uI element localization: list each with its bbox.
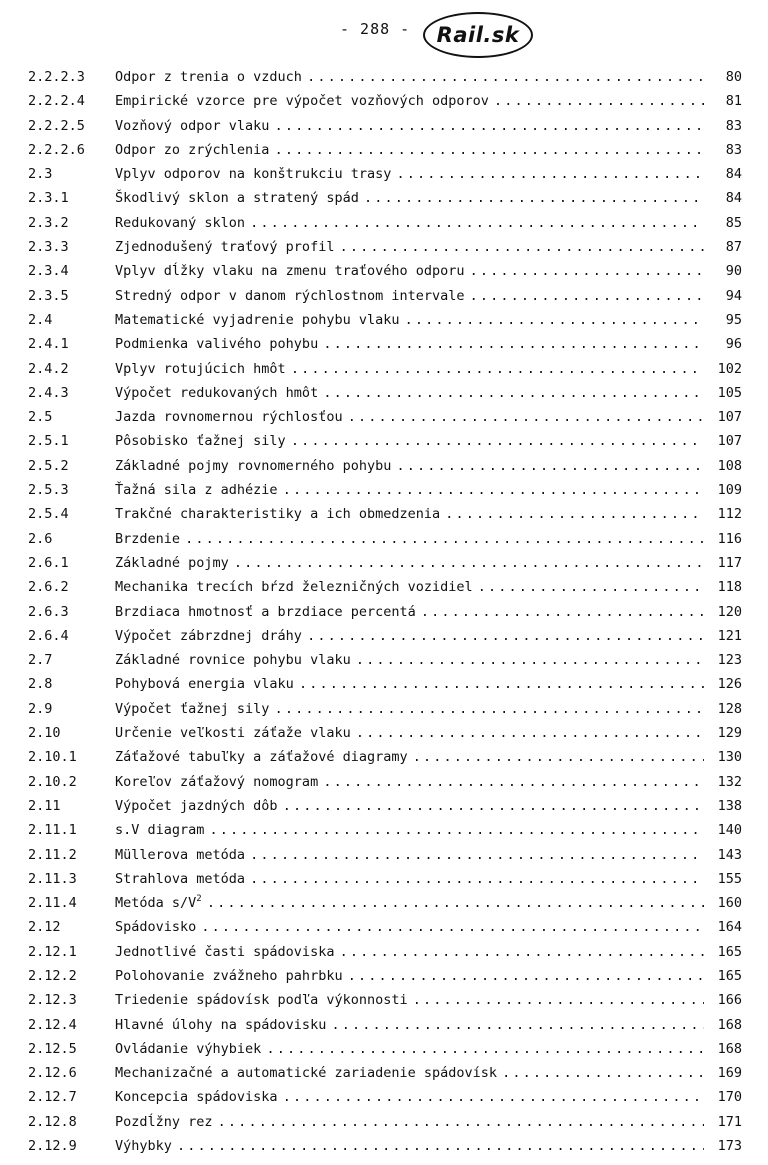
- section-number: 2.12.8: [28, 1113, 77, 1130]
- toc-entry: [0, 794, 768, 818]
- section-title: Výpočet ťažnej sily: [115, 700, 270, 717]
- toc-entry: [0, 575, 768, 599]
- section-number: 2.12.1: [28, 943, 77, 960]
- section-title: Pôsobisko ťažnej sily: [115, 433, 286, 450]
- section-title-with-leader: [115, 381, 704, 405]
- page-ref: 83: [725, 117, 742, 134]
- toc-entry: [0, 89, 768, 113]
- section-number: 2.4.2: [28, 360, 69, 377]
- section-number: 2.11.4: [28, 895, 77, 912]
- section-title: Koncepcia spádoviska: [115, 1089, 278, 1106]
- section-title: Strahlova metóda: [115, 870, 246, 887]
- toc-entry: [0, 381, 768, 405]
- section-number: 2.10.2: [28, 773, 77, 790]
- page-ref: 95: [725, 311, 742, 328]
- section-number: 2.6.2: [28, 579, 69, 596]
- page-ref: 90: [725, 263, 742, 280]
- toc-entry: [0, 186, 768, 210]
- page-ref: 120: [717, 603, 742, 620]
- section-title-with-leader: [115, 502, 704, 526]
- section-title: Mechanika trecích bŕzd železničných vozidiel: [115, 579, 473, 596]
- section-title-with-leader: [115, 1061, 704, 1085]
- toc-entry: [0, 600, 768, 624]
- page-number: - 288 -: [340, 20, 411, 38]
- toc-entry: [0, 940, 768, 964]
- section-number: 2.3.4: [28, 263, 69, 280]
- toc-entry: [0, 551, 768, 575]
- section-title-with-leader: [115, 964, 704, 988]
- page-ref: 118: [717, 579, 742, 596]
- page-ref: 126: [717, 676, 742, 693]
- section-number: 2.2.2.4: [28, 93, 85, 110]
- section-title: Trakčné charakteristiky a ich obmedzenia: [115, 506, 441, 523]
- page-ref: 155: [717, 870, 742, 887]
- section-title-with-leader: [115, 478, 704, 502]
- page-header: [0, 8, 768, 60]
- page-ref: 84: [725, 190, 742, 207]
- page-ref: 85: [725, 214, 742, 231]
- section-number: 2.5.2: [28, 457, 69, 474]
- section-title: Výhybky: [115, 1138, 172, 1155]
- page-ref: 83: [725, 141, 742, 158]
- section-title: Pohybová energia vlaku: [115, 676, 294, 693]
- section-title: Polohovanie zvážneho pahrbku: [115, 967, 343, 984]
- page-ref: 87: [725, 239, 742, 256]
- section-title-with-leader: [115, 867, 704, 891]
- page-ref: 107: [717, 409, 742, 426]
- section-number: 2.12.5: [28, 1040, 77, 1057]
- section-title: Výpočet jazdných dôb: [115, 797, 278, 814]
- section-number: 2.12.4: [28, 1016, 77, 1033]
- toc-entry: [0, 308, 768, 332]
- superscript: 2: [196, 894, 202, 905]
- section-number: 2.3.3: [28, 239, 69, 256]
- section-number: 2.5.4: [28, 506, 69, 523]
- section-number: 2.6.3: [28, 603, 69, 620]
- section-title-with-leader: [115, 284, 704, 308]
- section-number: 2.12.7: [28, 1089, 77, 1106]
- section-number: 2.6.1: [28, 554, 69, 571]
- section-number: 2.11.1: [28, 822, 77, 839]
- section-title-with-leader: [115, 697, 704, 721]
- section-title: Jednotlivé časti spádoviska: [115, 943, 335, 960]
- toc-entry: [0, 284, 768, 308]
- toc-entry: [0, 1013, 768, 1037]
- section-number: 2.6.4: [28, 627, 69, 644]
- page-ref: 171: [717, 1113, 742, 1130]
- section-number: 2.4: [28, 311, 53, 328]
- toc-entry: [0, 1085, 768, 1109]
- page-ref: 165: [717, 943, 742, 960]
- section-title-with-leader: [115, 65, 704, 89]
- section-title: Základné pojmy rovnomerného pohybu: [115, 457, 392, 474]
- toc-entry: [0, 429, 768, 453]
- section-title-with-leader: [115, 89, 704, 113]
- section-title-with-leader: [115, 818, 704, 842]
- section-number: 2.8: [28, 676, 53, 693]
- section-title: Záťažové tabuľky a záťažové diagramy: [115, 749, 408, 766]
- section-title-with-leader: [115, 1110, 704, 1134]
- toc-entry: [0, 502, 768, 526]
- section-title: Brzdiaca hmotnosť a brzdiace percentá: [115, 603, 416, 620]
- section-title: Spádovisko: [115, 919, 197, 936]
- section-title: Vplyv dĺžky vlaku na zmenu traťového odporu: [115, 263, 465, 280]
- page-ref: 81: [725, 93, 742, 110]
- section-number: 2.11: [28, 797, 61, 814]
- page-ref: 121: [717, 627, 742, 644]
- page-ref: 168: [717, 1040, 742, 1057]
- section-title-with-leader: [115, 794, 704, 818]
- section-number: 2.3.5: [28, 287, 69, 304]
- toc-entry: [0, 332, 768, 356]
- page-ref: 109: [717, 482, 742, 499]
- section-title-with-leader: [115, 1037, 704, 1061]
- section-title: Müllerova metóda: [115, 846, 246, 863]
- page-ref: 80: [725, 69, 742, 85]
- toc-entry: [0, 721, 768, 745]
- toc-entry: [0, 915, 768, 939]
- toc-entry: [0, 648, 768, 672]
- section-title-with-leader: [115, 721, 704, 745]
- section-title-with-leader: [115, 988, 704, 1012]
- section-number: 2.12.9: [28, 1138, 77, 1155]
- section-title: Stredný odpor v danom rýchlostnom intervale: [115, 287, 465, 304]
- section-title-with-leader: [115, 405, 704, 429]
- page-ref: 169: [717, 1065, 742, 1082]
- section-title: Základné pojmy: [115, 554, 229, 571]
- page-ref: 166: [717, 992, 742, 1009]
- page-ref: 173: [717, 1138, 742, 1155]
- section-title-with-leader: [115, 162, 704, 186]
- section-title: Koreľov záťažový nomogram: [115, 773, 319, 790]
- toc-entry: [0, 988, 768, 1012]
- toc-entry: [0, 65, 768, 89]
- toc-entry: [0, 162, 768, 186]
- section-title: Brzdenie: [115, 530, 181, 547]
- section-title-with-leader: [115, 1085, 704, 1109]
- toc-entry: [0, 259, 768, 283]
- section-number: 2.2.2.6: [28, 141, 85, 158]
- page-ref: 130: [717, 749, 742, 766]
- section-title-with-leader: [115, 429, 704, 453]
- page-ref: 108: [717, 457, 742, 474]
- section-number: 2.5: [28, 409, 53, 426]
- section-title: Vozňový odpor vlaku: [115, 117, 270, 134]
- section-title-with-leader: [115, 114, 704, 138]
- section-title-with-leader: [115, 332, 704, 356]
- section-number: 2.7: [28, 652, 53, 669]
- page-ref: 94: [725, 287, 742, 304]
- page-ref: 143: [717, 846, 742, 863]
- page-ref: 117: [717, 554, 742, 571]
- toc-entry: [0, 843, 768, 867]
- toc-entry: [0, 211, 768, 235]
- section-title: Jazda rovnomernou rýchlosťou: [115, 409, 343, 426]
- section-title: Výpočet zábrzdnej dráhy: [115, 627, 302, 644]
- page-ref: 168: [717, 1016, 742, 1033]
- toc-entry: [0, 478, 768, 502]
- section-title-with-leader: [115, 357, 704, 381]
- section-number: 2.12.2: [28, 967, 77, 984]
- toc-entry: [0, 891, 768, 915]
- section-number: 2.4.3: [28, 384, 69, 401]
- section-title: Mechanizačné a automatické zariadenie spádovísk: [115, 1065, 498, 1082]
- page-ref: 165: [717, 967, 742, 984]
- section-title: Určenie veľkosti záťaže vlaku: [115, 725, 351, 742]
- page-ref: 128: [717, 700, 742, 717]
- section-title-with-leader: [115, 843, 704, 867]
- toc-entry: [0, 357, 768, 381]
- section-title: Metóda s/V: [115, 895, 197, 912]
- page-ref: 123: [717, 652, 742, 669]
- section-title-with-leader: [115, 551, 704, 575]
- toc-entry: [0, 138, 768, 162]
- section-number: 2.5.1: [28, 433, 69, 450]
- page-ref: 107: [717, 433, 742, 450]
- page-ref: 84: [725, 166, 742, 183]
- section-title: Vplyv odporov na konštrukciu trasy: [115, 166, 392, 183]
- page-ref: 105: [717, 384, 742, 401]
- toc-entry: [0, 114, 768, 138]
- page-ref: 140: [717, 822, 742, 839]
- toc-entry: [0, 624, 768, 648]
- section-title-with-leader: [115, 672, 704, 696]
- section-number: 2.12.3: [28, 992, 77, 1009]
- toc-entry: [0, 454, 768, 478]
- section-title: Ťažná sila z adhézie: [115, 482, 278, 499]
- section-number: 2.3.1: [28, 190, 69, 207]
- section-title: Hlavné úlohy na spádovisku: [115, 1016, 327, 1033]
- toc-entry: [0, 770, 768, 794]
- page-ref: 112: [717, 506, 742, 523]
- section-title-with-leader: [115, 1013, 704, 1037]
- page-ref: 129: [717, 725, 742, 742]
- section-number: 2.4.1: [28, 336, 69, 353]
- section-title-with-leader: [115, 915, 704, 939]
- page-ref: 138: [717, 797, 742, 814]
- section-number: 2.11.3: [28, 870, 77, 887]
- toc-entry: [0, 1110, 768, 1134]
- section-title-with-leader: [115, 648, 704, 672]
- toc-entry: [0, 1037, 768, 1061]
- toc-entry: [0, 818, 768, 842]
- page-ref: 164: [717, 919, 742, 936]
- section-title: Redukovaný sklon: [115, 214, 246, 231]
- section-title: Odpor z trenia o vzduch: [115, 69, 302, 85]
- section-number: 2.2.2.3: [28, 69, 85, 85]
- page-ref: 96: [725, 336, 742, 353]
- section-number: 2.12.6: [28, 1065, 77, 1082]
- section-number: 2.6: [28, 530, 53, 547]
- section-title-with-leader: [115, 454, 704, 478]
- toc-entry: [0, 1134, 768, 1158]
- section-title-with-leader: [115, 186, 704, 210]
- section-number: 2.12: [28, 919, 61, 936]
- section-number: 2.9: [28, 700, 53, 717]
- section-title: Odpor zo zrýchlenia: [115, 141, 270, 158]
- rail-sk-logo: Rail.sk: [423, 12, 533, 58]
- section-title-with-leader: [115, 600, 704, 624]
- section-title-with-leader: [115, 259, 704, 283]
- section-title: Výpočet redukovaných hmôt: [115, 384, 319, 401]
- section-title-with-leader: [115, 1134, 704, 1158]
- table-of-contents: [0, 65, 768, 1158]
- toc-entry: [0, 867, 768, 891]
- section-title: Ovládanie výhybiek: [115, 1040, 262, 1057]
- toc-entry: [0, 527, 768, 551]
- section-number: 2.10.1: [28, 749, 77, 766]
- section-title-with-leader: [115, 891, 704, 915]
- section-number: 2.11.2: [28, 846, 77, 863]
- toc-entry: [0, 697, 768, 721]
- section-number: 2.3: [28, 166, 53, 183]
- page-ref: 116: [717, 530, 742, 547]
- section-title-with-leader: [115, 138, 704, 162]
- section-title: Matematické vyjadrenie pohybu vlaku: [115, 311, 400, 328]
- toc-entry: [0, 745, 768, 769]
- section-title-with-leader: [115, 211, 704, 235]
- toc-entry: [0, 964, 768, 988]
- section-title-with-leader: [115, 624, 704, 648]
- section-title: Škodlivý sklon a stratený spád: [115, 190, 359, 207]
- page-ref: 160: [717, 895, 742, 912]
- page-ref: 170: [717, 1089, 742, 1106]
- section-number: 2.10: [28, 725, 61, 742]
- section-number: 2.5.3: [28, 482, 69, 499]
- section-title-with-leader: [115, 940, 704, 964]
- toc-entry: [0, 405, 768, 429]
- section-title: Pozdĺžny rez: [115, 1113, 213, 1130]
- section-title: Empirické vzorce pre výpočet vozňových odporov: [115, 93, 489, 110]
- section-number: 2.3.2: [28, 214, 69, 231]
- section-title-with-leader: [115, 575, 704, 599]
- section-title-with-leader: [115, 770, 704, 794]
- section-title-with-leader: [115, 527, 704, 551]
- page-ref: 132: [717, 773, 742, 790]
- toc-entry: [0, 672, 768, 696]
- section-number: 2.2.2.5: [28, 117, 85, 134]
- section-title: Podmienka valivého pohybu: [115, 336, 319, 353]
- toc-entry: [0, 235, 768, 259]
- section-title: s.V diagram: [115, 822, 205, 839]
- section-title-with-leader: [115, 308, 704, 332]
- page-ref: 102: [717, 360, 742, 377]
- section-title: Zjednodušený traťový profil: [115, 239, 335, 256]
- section-title: Vplyv rotujúcich hmôt: [115, 360, 286, 377]
- section-title-with-leader: [115, 235, 704, 259]
- section-title: Základné rovnice pohybu vlaku: [115, 652, 351, 669]
- toc-entry: [0, 1061, 768, 1085]
- section-title: Triedenie spádovísk podľa výkonnosti: [115, 992, 408, 1009]
- section-title-with-leader: [115, 745, 704, 769]
